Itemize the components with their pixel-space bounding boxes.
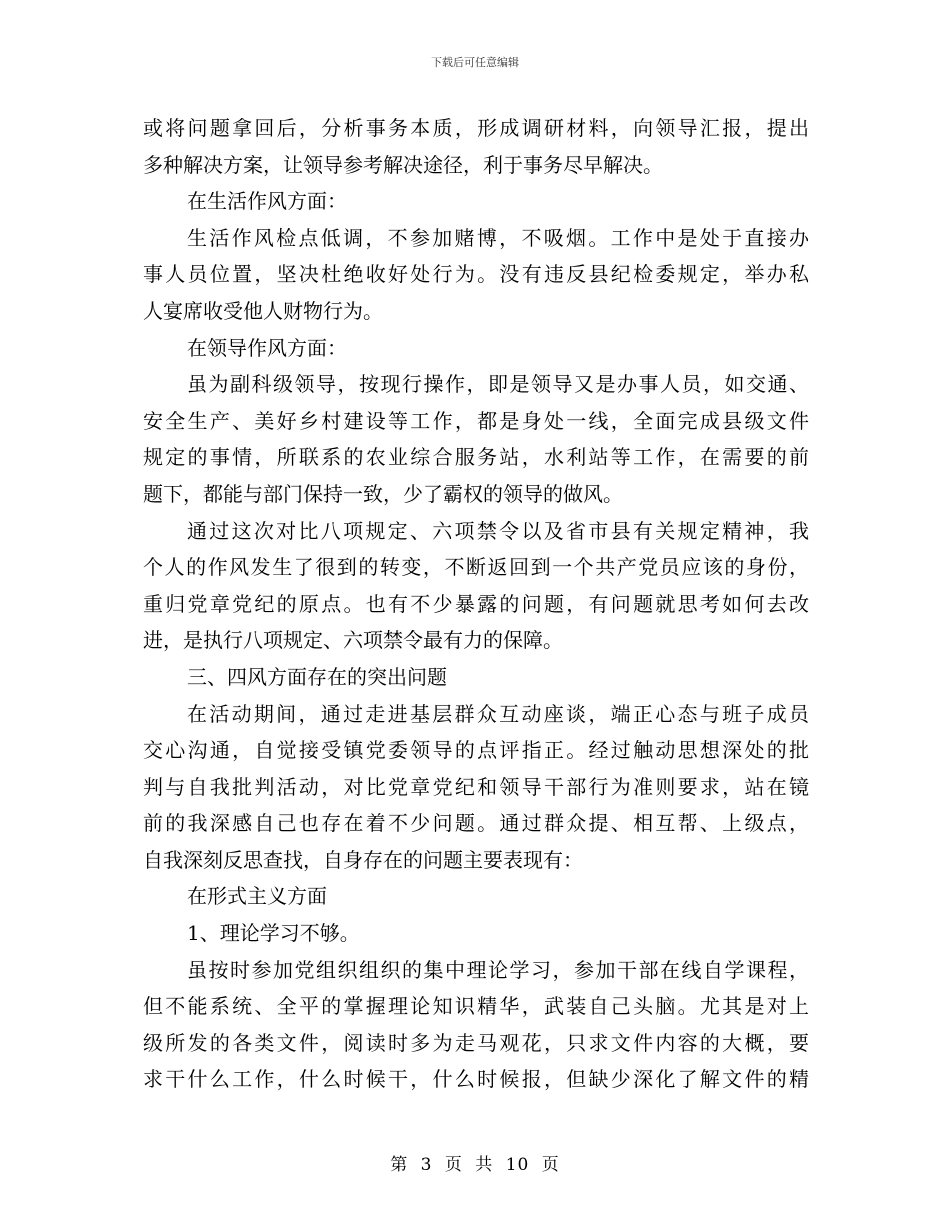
text-line: 前的我深感自己也存在着不少问题。通过群众提、相互帮、上级点， [143,811,809,836]
text-line: 求干什么工作，什么时候干，什么时候报，但缺少深化了解文件的精 [143,1067,809,1092]
page-header: 下载后可任意编辑 [431,56,519,69]
text-line: 但不能系统、全平的掌握理论知识精华，武装自己头脑。尤其是对上 [143,994,809,1019]
text-line: 多种解决方案，让领导参考解决途径，利于事务尽早解决。 [143,152,663,177]
text-line: 进，是执行八项规定、六项禁令最有力的保障。 [143,628,563,653]
text-line: 三、四风方面存在的突出问题 [187,664,447,689]
text-line: 在领导作风方面： [187,335,347,360]
document-body [143,110,809,1098]
text-line: 在活动期间，通过走进基层群众互动座谈，端正心态与班子成员 [187,701,809,726]
text-line: 事人员位置，坚决杜绝收好处行为。没有违反县纪检委规定，举办私 [143,262,809,287]
page-number: 第 3 页 共 10 页 [390,1155,560,1175]
text-line: 级所发的各类文件，阅读时多为走马观花，只求文件内容的大概，要 [143,1030,809,1055]
text-line: 个人的作风发生了很到的转变，不断返回到一个共产党员应该的身份， [143,555,809,580]
text-line: 规定的事情，所联系的农业综合服务站，水利站等工作，在需要的前 [143,445,809,470]
text-line: 通过这次对比八项规定、六项禁令以及省市县有关规定精神，我 [187,518,809,543]
text-line: 题下，都能与部门保持一致，少了霸权的领导的做风。 [143,481,623,506]
text-line: 在形式主义方面 [187,884,327,909]
text-line: 交心沟通，自觉接受镇党委领导的点评指正。经过触动思想深处的批 [143,738,809,763]
text-line: 虽按时参加党组织组织的集中理论学习，参加干部在线自学课程， [187,957,809,982]
text-line: 虽为副科级领导，按现行操作，即是领导又是办事人员，如交通、 [187,372,809,397]
text-line: 自我深刻反思查找，自身存在的问题主要表现有： [143,847,583,872]
text-line: 重归党章党纪的原点。也有不少暴露的问题，有问题就思考如何去改 [143,591,809,616]
text-line: 在生活作风方面： [187,189,347,214]
text-line: 判与自我批判活动，对比党章党纪和领导干部行为准则要求，站在镜 [143,774,809,799]
text-line: 生活作风检点低调，不参加赌博，不吸烟。工作中是处于直接办 [187,225,809,250]
text-line: 或将问题拿回后，分析事务本质，形成调研材料，向领导汇报，提出 [143,116,809,140]
text-line: 人宴席收受他人财物行为。 [143,298,383,323]
text-line: 1、理论学习不够。 [187,921,360,946]
text-line: 安全生产、美好乡村建设等工作，都是身处一线，全面完成县级文件 [143,408,809,433]
